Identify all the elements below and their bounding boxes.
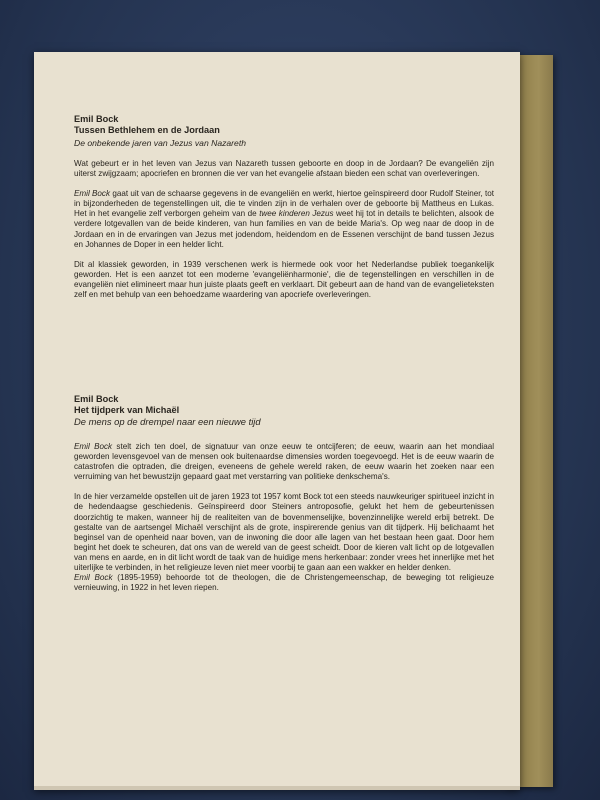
page-edge bbox=[34, 786, 520, 790]
book1-paragraph-3: Dit al klassiek geworden, in 1939 verschenen werk is hiermede ook voor het Nederlandse publiek toegankelijk geworden. Het is een aanzet tot een moderne 'evangeliënharmonie', die de tegenstellingen en verschillen in de evangeliën niet elimineert maar hun juiste plaats geeft en verklaart. Dit gebeurt aan de hand van de evangelieteksten zelf en met behulp van een behoedzame waardering van apocriefe overleveringen. bbox=[74, 259, 494, 300]
book2-paragraph-1 bbox=[74, 442, 494, 482]
book1-section bbox=[74, 114, 494, 300]
book2-paragraph-1-lead: Emil Bock bbox=[74, 442, 113, 451]
book1-author: Emil Bock bbox=[74, 114, 119, 124]
book2-author: Emil Bock bbox=[74, 394, 119, 404]
book2-paragraph-3-lead: Emil Bock bbox=[74, 573, 113, 583]
book2-paragraph-1-text: stelt zich ten doel, de signatuur van onze eeuw te ontcijferen; de eeuw, waarin aan het mondiaal geworden levensgevoel van de mensen ook buitenaardse dimensies worden toegevoegd. Het is de eeuw waarin de catastrofen die optraden, die dreigen, eveneens de gehele wereld raken, de eeuw waarin het zoeken naar een verruiming van het bewustzijn gepaard gaat met verstarring van politieke denkschema's. bbox=[74, 442, 494, 482]
book2-subtitle: De mens op de drempel naar een nieuwe tijd bbox=[74, 416, 261, 427]
book2-title: Het tijdperk van Michaël bbox=[74, 405, 180, 415]
book2-section bbox=[74, 394, 494, 593]
book2-paragraph-2: In de hier verzamelde opstellen uit de jaren 1923 tot 1957 komt Bock tot een steeds nauwkeuriger spiritueel inzicht in de hedendaagse geschiedenis. Geïnspireerd door Steiners antroposofie, gelukt het hem de gebeurtenissen doorzichtig te maken, wanneer hij de realiteiten van de bovenmenselijke, bovenzinnelijke wereld erbij betrekt. De gestalte van de aartsengel Michaël verschijnt als de grote, inspirerende genius van dit tijdperk. Hij belichaamt het beginsel van de openheid naar boven, van de inwoning die door alle lagen van het bestaan heen gaat. Door hem begint het doek te scheuren, dat ons van de wereld van de geest scheidt. Door de kieren valt licht op de lotgevallen van mens en aarde, en in dit licht wordt de taak van de huidige mens herkenbaar: zonder vrees het innerlijke met het uiterlijke te verbinden, in het religieuze leven niet meer voorbij te gaan aan een wakker en helder denken. bbox=[74, 492, 494, 573]
book1-paragraph-2-text-b: weet hij tot in details te belichten, alsook de verdere lotgevallen van de beide kinderen, van hun families en van de beide Maria's. Op weg naar de doop in de Jordaan en in de ervaringen van Jezus met jodendom, heidendom en de Essenen verschijnt de band tussen Jezus en Johannes de Doper in een helder licht. bbox=[74, 209, 494, 249]
book1-paragraph-2 bbox=[74, 189, 494, 250]
book1-title: Tussen Bethlehem en de Jordaan bbox=[74, 125, 220, 135]
book2-paragraph-3-text: (1895-1959) behoorde tot de theologen, die de Christengemeenschap, de beweging tot religieuze vernieuwing, in 1922 in het leven riepen. bbox=[74, 573, 494, 593]
book1-paragraph-2-text-a: gaat uit van de schaarse gegevens in de evangeliën en werkt, hiertoe geïnspireerd door Rudolf Steiner, tot in bijzonderheden de tegenstellingen uit, die te vinden zijn in de verhalen over de geboorte bij Mattheus en Lukas. Het in het evangelie zelf verborgen geheim van de bbox=[74, 189, 495, 219]
book1-paragraph-1: Wat gebeurt er in het leven van Jezus van Nazareth tussen geboorte en doop in de Jordaan? De evangeliën zijn uiterst zwijgzaam; apocriefen en bronnen die ver van het evangelie afstaan bieden een schat van overleveringen. bbox=[74, 159, 494, 179]
book1-paragraph-2-emphasis: twee kinderen Jezus bbox=[259, 209, 334, 219]
book1-subtitle: De onbekende jaren van Jezus van Nazareth bbox=[74, 138, 246, 148]
book2-paragraph-3 bbox=[74, 573, 494, 593]
book1-paragraph-2-lead: Emil Bock bbox=[74, 189, 111, 199]
